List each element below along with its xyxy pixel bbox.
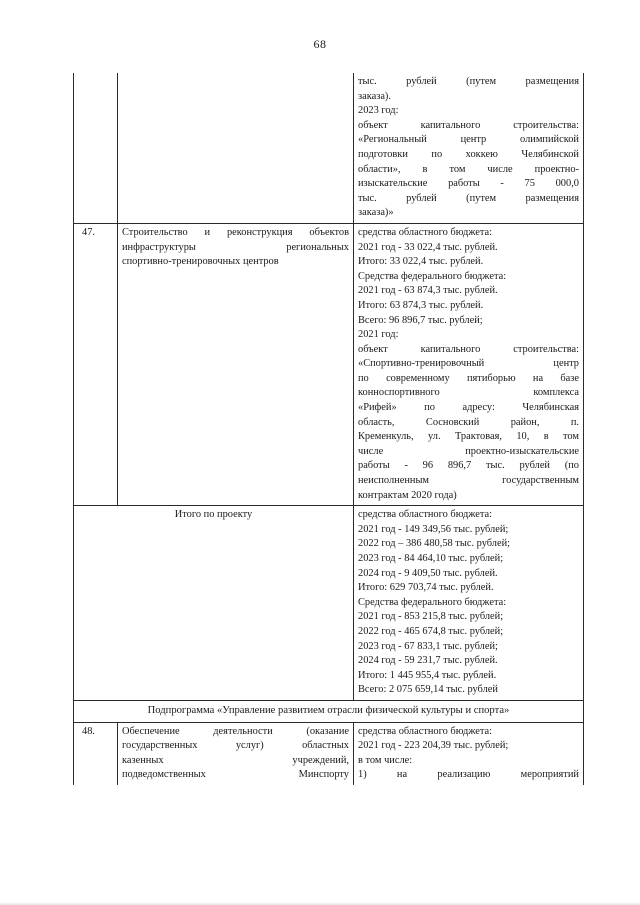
funding-line: Итого: 1 445 955,4 тыс. рублей. (358, 669, 497, 681)
funding-line: 1) на реализацию мероприятий (358, 769, 579, 781)
funding-line: Итого: 33 022,4 тыс. рублей. (358, 256, 484, 268)
measure-name-line: инфраструктуры региональных (122, 241, 349, 253)
funding-line: подготовки по хоккею Челябинской (358, 148, 579, 160)
funding-lines (358, 508, 579, 698)
funding-line: 2023 год - 84 464,10 тыс. рублей; (358, 553, 504, 564)
funding-line: тыс. рублей (путем размещения (358, 76, 579, 87)
funding-line: числе проектно-изыскательские (358, 445, 579, 457)
funding-line: объект капитального строительства: (358, 343, 579, 355)
row-number: 47. (82, 226, 95, 238)
funding-line: Итого: 629 703,74 тыс. рублей. (358, 582, 494, 594)
funding-line: 2022 год – 386 480,58 тыс. рублей; (358, 538, 511, 550)
funding-line: средства областного бюджета: (358, 509, 493, 521)
funding-line: работы - 96 896,7 тыс. рублей (по (358, 460, 579, 472)
funding-line: область, Сосновский район, п. (358, 416, 579, 428)
funding-line: Всего: 96 896,7 тыс. рублей; (358, 314, 483, 326)
funding-line: средства областного бюджета: (358, 226, 493, 238)
measure-name-line: государственных услуг) областных (122, 740, 349, 752)
subprogram-title-cell (74, 700, 584, 722)
measure-name-cell (118, 722, 354, 785)
measure-name-cell (118, 223, 354, 505)
funding-cell (354, 223, 584, 505)
measure-name-line: Обеспечение деятельности (оказание (122, 725, 349, 737)
row-number: 48. (82, 725, 95, 737)
funding-cell (354, 722, 584, 785)
funding-line: заказа). (358, 90, 391, 102)
total-label: Итого по проекту (174, 509, 253, 521)
funding-line: 2022 год - 465 674,8 тыс. рублей; (358, 625, 504, 637)
funding-lines (358, 226, 579, 503)
funding-line: 2021 год - 853 215,8 тыс. рублей; (358, 611, 504, 623)
total-label-cell (74, 506, 354, 701)
funding-line: заказа)» (358, 207, 394, 219)
funding-line: 2021 год - 149 349,56 тыс. рублей; (358, 523, 509, 535)
funding-line: 2024 год - 59 231,7 тыс. рублей. (358, 655, 498, 667)
funding-line: 2021 год - 223 204,39 тыс. рублей; (358, 740, 509, 752)
funding-line: «Спортивно-тренировочный центр (358, 358, 579, 370)
funding-line: в том числе: (358, 754, 413, 766)
measure-name-line: Строительство и реконструкция объектов (122, 226, 349, 238)
table-row-47 (74, 223, 584, 505)
measure-name (122, 226, 349, 270)
funding-line: объект капитального строительства: (358, 119, 579, 131)
funding-line: средства областного бюджета: (358, 725, 493, 737)
funding-line: Средства федерального бюджета: (358, 270, 507, 282)
funding-line: Всего: 2 075 659,14 тыс. рублей (358, 684, 498, 696)
funding-line: контрактам 2020 года) (358, 489, 457, 501)
funding-line: 2023 год: (358, 105, 399, 117)
funding-lines (358, 725, 579, 783)
row-number-cell (74, 73, 118, 223)
funding-line: Кременкуль, ул. Трактовая, 10, в том (358, 431, 579, 443)
funding-line: «Региональный центр олимпийской (358, 134, 579, 146)
funding-cell (354, 73, 584, 223)
measure-name (122, 725, 349, 783)
funding-line: «Рифей» по адресу: Челябинская (358, 402, 579, 414)
funding-line: тыс. рублей (путем размещения (358, 192, 579, 204)
row-number-cell (74, 722, 118, 785)
funding-line: Средства федерального бюджета: (358, 596, 507, 608)
funding-cell (354, 506, 584, 701)
table-row-total (74, 506, 584, 701)
funding-line: Итого: 63 874,3 тыс. рублей. (358, 299, 484, 311)
funding-line: изыскательские работы - 75 000,0 (358, 178, 579, 190)
funding-line: по современному пятиборью на базе (358, 372, 579, 384)
row-number-cell (74, 223, 118, 505)
funding-line: конноспортивного комплекса (358, 387, 579, 399)
funding-line: 2024 год - 9 409,50 тыс. рублей. (358, 567, 498, 579)
measure-name-line: казенных учреждений, (122, 754, 349, 766)
table-row-48 (74, 722, 584, 785)
funding-line: 2021 год - 63 874,3 тыс. рублей. (358, 285, 498, 297)
page-number: 68 (313, 37, 327, 51)
program-measures-table (73, 73, 584, 785)
funding-line: 2021 год: (358, 329, 399, 341)
subprogram-title: Подпрограмма «Управление развитием отрасли физической культуры и спорта» (147, 704, 510, 716)
measure-name-cell (118, 73, 354, 223)
funding-lines (358, 75, 579, 221)
measure-name-line: подведомственных Минспорту (122, 769, 349, 781)
funding-line: 2023 год - 67 833,1 тыс. рублей; (358, 640, 498, 652)
table-row-subprogram (74, 700, 584, 722)
measure-name-line: спортивно-тренировочных центров (122, 256, 279, 268)
funding-line: неисполненным государственным (358, 475, 579, 487)
funding-line: 2021 год - 33 022,4 тыс. рублей. (358, 241, 498, 253)
funding-line: области», в том числе проектно- (358, 163, 579, 175)
table-row-continuation (74, 73, 584, 223)
